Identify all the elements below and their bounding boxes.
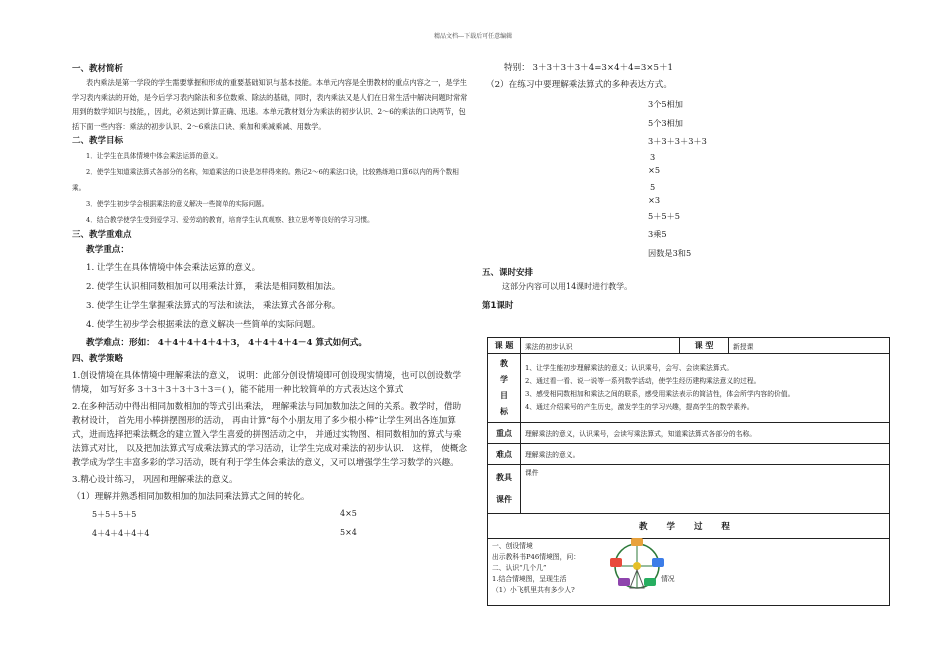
goals-label-char: 目 bbox=[500, 391, 508, 400]
goals-value bbox=[521, 354, 890, 423]
topic-value: 乘法的初步认识 bbox=[521, 338, 680, 354]
difficulty-label: 难点 bbox=[488, 444, 521, 465]
table-row bbox=[488, 338, 890, 354]
goals-label bbox=[488, 354, 521, 423]
process-line: 一、创设情境 bbox=[492, 542, 533, 550]
list-item: 2．使学生知道乘法算式各部分的名称，知道乘法的口诀是怎样得来的。熟记2～6的乘法口诀，比较熟练地口算6以内的两个数相乘。 bbox=[72, 168, 459, 192]
paragraph: 表内乘法是第一学段的学生需要掌握和形成的重要基础知识与基本技能。本单元内容是全册教材的重点内容之一，是学生学习表内乘法的开始，是今后学习表内除法和多位数乘、除法的基础，同时，表内乘法又是人们在日常生活中解决问题时常常用到的数学知识与技能，，因此，必须达到计算正确、迅速。本单元教材划分为乘法的初步认识、2～6的乘法的口诀两节，包括下面一些内容：乘法的初步认识、2～6乘法口诀、乘加和乘减乘减、用数学。 bbox=[72, 78, 468, 131]
paragraph: 2.在多种活动中得出相同加数相加的等式引出乘法， 理解乘法与同加数加法之间的关系。教学时，借助教材设计， 首先用小棒拼摆图形的活动， 再由计算“每个小朋友用了多少根小棒”让学生列出各连加算式，进而选择把乘法概念的建立置入学生喜爱的拼图活动之中， 并通过实物图、相同数相加的算式与乘法算式对比， 以及把加法算式写成乘法算式的学习活动，让学生完成对乘法的初步认识． 这样， 使概念教学成为学生丰富多彩的学习活动，既有利于学生体会乘法的意义，又可以增强学生学习数学的兴趣。 bbox=[72, 402, 467, 468]
section-title: 四、教学策略 bbox=[72, 354, 124, 364]
lesson-plan-table bbox=[487, 337, 890, 606]
form-item: 3＋3＋3＋3＋3 bbox=[648, 136, 707, 146]
list-item: 1. 让学生在具体情境中体会乘法运算的意义。 bbox=[86, 263, 261, 273]
process-line: （1）小飞机里共有多少人? bbox=[492, 586, 575, 594]
table-row bbox=[488, 465, 890, 514]
page-header: 精品文档---下载后可任意编辑 bbox=[434, 33, 513, 40]
form-item: 5＋5＋5 bbox=[648, 210, 681, 221]
difficult-point: 教学难点：形如： 4＋4＋4＋4＋4＋3， 4＋4＋4＋4－4 算式如何式。 bbox=[86, 338, 368, 348]
paragraph: 3.精心设计练习， 巩固和理解乘法的意义。 bbox=[72, 475, 238, 485]
table-row bbox=[488, 423, 890, 444]
form-item: ×5 bbox=[648, 164, 661, 175]
goals-label-char: 学 bbox=[500, 375, 508, 384]
addition-expression: 4＋4＋4＋4＋4 bbox=[92, 529, 150, 538]
section-title: 五、课时安排 bbox=[482, 268, 534, 278]
multiplication-expression: 4×5 bbox=[340, 509, 357, 518]
paragraph: （2）在练习中要理解乘法算式的多种表达方式。 bbox=[486, 80, 672, 90]
process-text: 情况 bbox=[661, 575, 675, 583]
tools-value: 课件 bbox=[521, 465, 890, 514]
multiplication-expression: 5×4 bbox=[340, 528, 357, 537]
type-value: 新授课 bbox=[729, 338, 890, 354]
tools-label-line: 教具 bbox=[496, 473, 512, 482]
tools-label-line: 课件 bbox=[496, 495, 512, 504]
expression-row bbox=[72, 526, 468, 545]
section-title: 一、教材简析 bbox=[72, 64, 124, 74]
goal-item: 4、通过介绍乘号的产生历史，激发学生的学习兴趣，提高学生的数学素养。 bbox=[525, 403, 754, 411]
process-line bbox=[492, 574, 885, 585]
process-heading: 教 学 过 程 bbox=[488, 514, 890, 539]
list-item: 3. 使学生让学生掌握乘法算式的写法和读法， 乘法算式各部分称。 bbox=[86, 301, 341, 311]
process-text: 1.结合情境图，呈现生活 bbox=[492, 575, 567, 583]
tools-label bbox=[488, 465, 521, 514]
goals-label-char: 标 bbox=[500, 407, 508, 416]
form-item: 5 bbox=[650, 181, 656, 192]
form-item: 3个5相加 bbox=[648, 99, 683, 109]
list-item: 3．使学生初步学会根据乘法的意义解决一些简单的实际问题。 bbox=[86, 200, 269, 208]
goal-item: 1、让学生能初步理解乘法的意义；认识乘号，会写、会读乘法算式。 bbox=[525, 364, 734, 372]
expression-row bbox=[72, 507, 468, 526]
addition-expression: 5＋5＋5＋5 bbox=[92, 510, 137, 519]
list-item: 4. 使学生初步学会根据乘法的意义解决一些简单的实际问题。 bbox=[86, 320, 321, 330]
left-column bbox=[72, 62, 468, 545]
topic-label: 课 题 bbox=[488, 338, 521, 354]
list-item: 2. 使学生认识相同数相加可以用乘法计算， 乘法是相同数相加法。 bbox=[86, 282, 341, 292]
table-row bbox=[488, 514, 890, 539]
goal-item: 3、感受相同数相加和乘法之间的联系，感受用乘法表示的简洁性，体会所学内容的价值。 bbox=[525, 390, 795, 398]
paragraph: （1）理解并熟悉相同加数相加的加法同乘法算式之间的转化。 bbox=[72, 492, 310, 502]
ferris-wheel-illustration bbox=[606, 536, 668, 598]
key-label: 重点 bbox=[488, 423, 521, 444]
form-item: 5个3相加 bbox=[648, 117, 683, 128]
table-row bbox=[488, 354, 890, 423]
special-note: 特别： 3＋3＋3＋3＋4=3×4＋4=3×5＋1 bbox=[504, 63, 674, 73]
key-value: 理解乘法的意义，认识乘号，会读写乘法算式，知道乘法算式各部分的名称。 bbox=[521, 423, 890, 444]
process-line: 出示教科书P46情境图，问： bbox=[492, 553, 580, 561]
type-label: 课 型 bbox=[680, 338, 729, 354]
section-title: 三、教学重难点 bbox=[72, 230, 132, 240]
key-label: 教学重点： bbox=[86, 245, 129, 255]
difficulty-value: 理解乘法的意义。 bbox=[521, 444, 890, 465]
lesson-title: 第1课时 bbox=[482, 300, 514, 311]
process-line: 二、认识“几个几” bbox=[492, 564, 547, 572]
goal-item: 2、通过看一看、说一说等一系列数学活动，使学生经历建构乘法意义的过程。 bbox=[525, 377, 761, 385]
form-item: ×3 bbox=[648, 194, 661, 205]
table-row bbox=[488, 444, 890, 465]
form-item: 因数是3和5 bbox=[648, 247, 692, 258]
list-item: 1．让学生在具体情境中体会乘法运算的意义。 bbox=[86, 152, 223, 160]
expression-forms bbox=[482, 95, 894, 262]
right-column bbox=[482, 62, 894, 313]
process-content bbox=[488, 539, 890, 606]
goals-label-char: 教 bbox=[500, 359, 508, 368]
paragraph: 1.创设情境在具体情境中理解乘法的意义， 说明：此部分创设情境即可创设现实情境，也可以创设数学情境， 如写好多 3＋3＋3＋3＋3＋3＝( )，能不能用一种比较简单的方式表达这个算式 bbox=[72, 371, 462, 395]
paragraph: 这部分内容可以用14课时进行教学。 bbox=[502, 282, 633, 291]
section-title: 二、教学目标 bbox=[72, 136, 124, 146]
list-item: 4．结合教学使学生受到爱学习、爱劳动的教育，培育学生认真观察、独立思考等良好的学习习惯。 bbox=[86, 216, 374, 224]
table-row bbox=[488, 539, 890, 606]
form-item: 3乘5 bbox=[648, 229, 667, 239]
form-item: 3 bbox=[650, 151, 656, 162]
